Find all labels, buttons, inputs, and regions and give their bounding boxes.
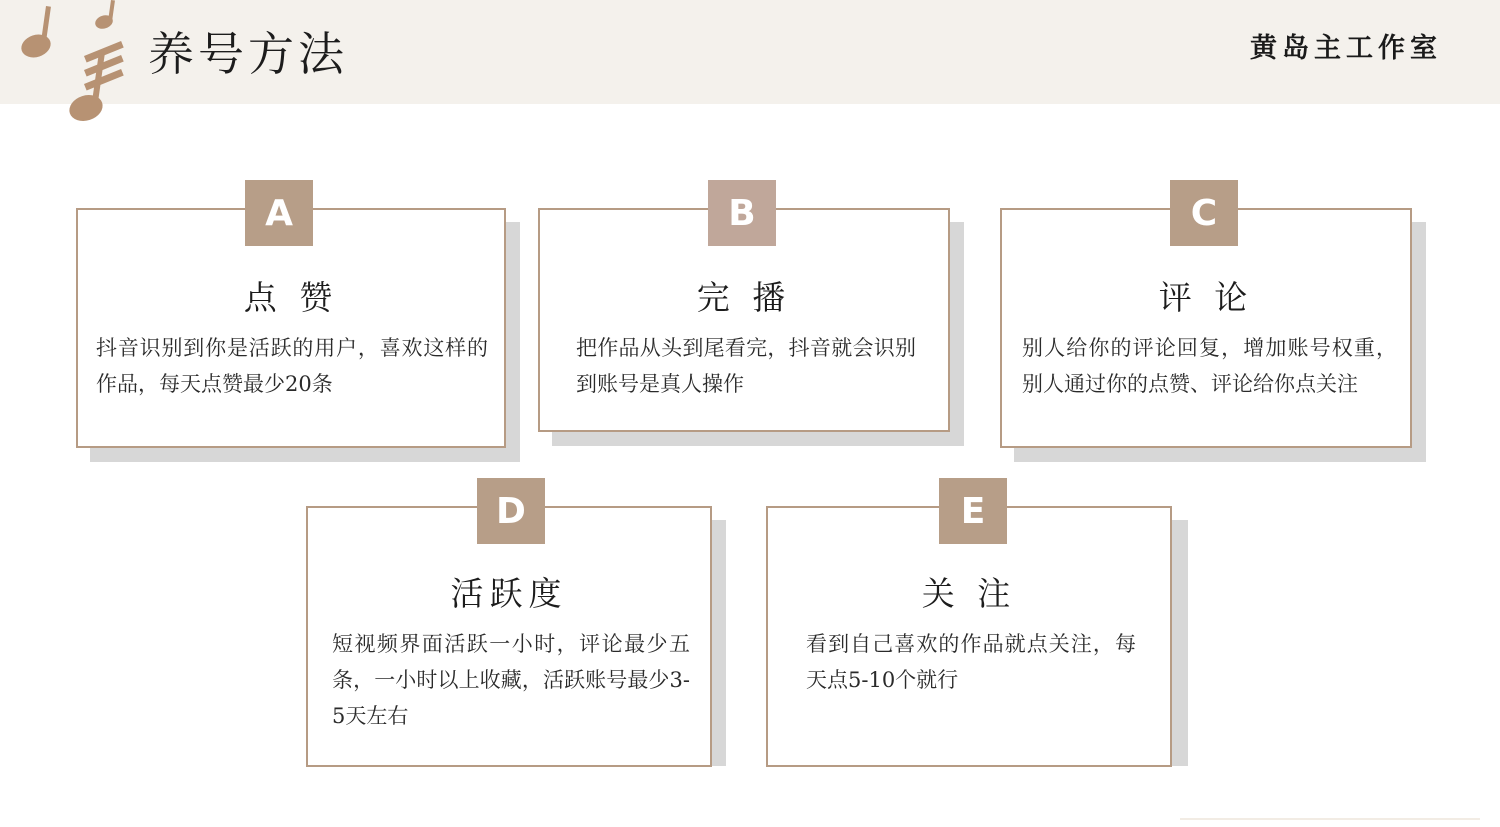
- card-d-title: 活跃度: [450, 574, 568, 613]
- card-c-badge: C: [1170, 180, 1238, 246]
- card-d-badge: D: [477, 478, 545, 544]
- card-e-badge: E: [939, 478, 1007, 544]
- card-a-body: 抖音识别到你是活跃的用户，喜欢这样的作品，每天点赞最少20条: [96, 336, 488, 397]
- footer-divider: [1180, 818, 1480, 820]
- brand-label: 黄岛主工作室: [1250, 33, 1442, 64]
- card-c-body: 别人给你的评论回复，增加账号权重，别人通过你的点赞、评论给你点关注: [1022, 336, 1397, 397]
- slide-header: [0, 0, 1500, 104]
- music-notes-icon: [0, 0, 140, 140]
- card-a-badge: A: [245, 180, 313, 246]
- card-d-body: 短视频界面活跃一小时，评论最少五条，一小时以上收藏，活跃账号最少3-5天左右: [332, 632, 690, 729]
- card-d: [306, 506, 712, 767]
- card-b-body: 把作品从头到尾看完，抖音就会识别到账号是真人操作: [576, 336, 916, 397]
- card-e-title: 关 注: [921, 574, 1017, 613]
- card-b-badge: B: [708, 180, 776, 246]
- card-c-title: 评 论: [1158, 278, 1254, 317]
- page-title: 养号方法: [148, 27, 348, 81]
- card-e: [766, 506, 1172, 767]
- card-b-title: 完 播: [696, 278, 792, 317]
- card-e-body: 看到自己喜欢的作品就点关注，每天点5-10个就行: [806, 632, 1136, 693]
- card-a-title: 点 赞: [243, 278, 339, 317]
